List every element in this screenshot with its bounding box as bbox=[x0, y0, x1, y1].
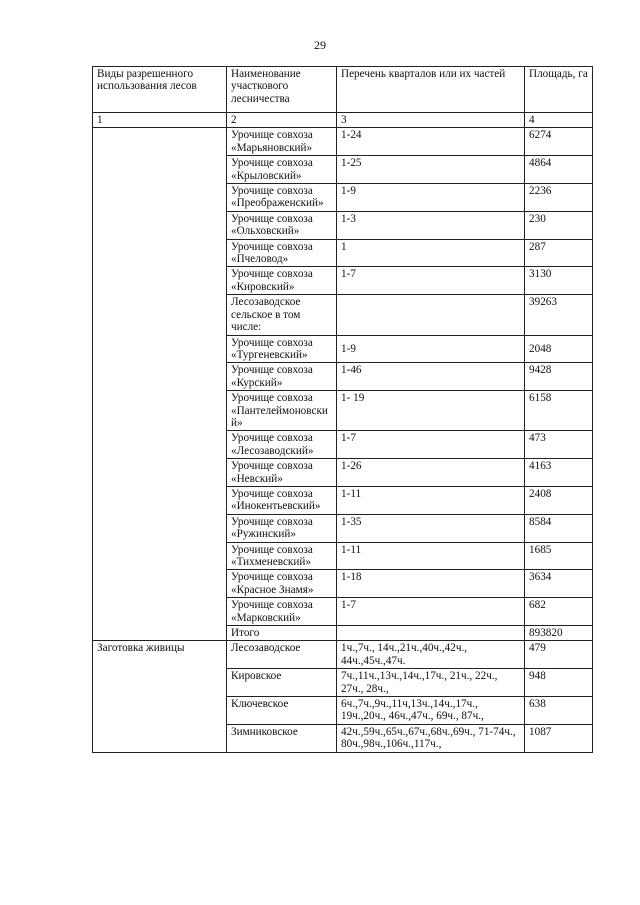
use-type-resin-harvest: Заготовка живицы bbox=[93, 641, 227, 752]
forestry-name-cell: Урочище совхоза «Марковский» bbox=[227, 598, 337, 626]
header-quarters: Перечень кварталов или их частей bbox=[337, 67, 525, 113]
forestry-name-cell: Лесозаводское сельское в том числе: bbox=[227, 295, 337, 335]
numbering-cell: 3 bbox=[337, 113, 525, 128]
quarters-cell: 1-35 bbox=[337, 514, 525, 542]
forestry-name-cell: Урочище совхоза «Невский» bbox=[227, 459, 337, 487]
quarters-cell: 1-24 bbox=[337, 128, 525, 156]
quarters-cell: 1-7 bbox=[337, 267, 525, 295]
forestry-name-cell: Урочище совхоза «Ружинский» bbox=[227, 514, 337, 542]
table-row bbox=[93, 128, 593, 156]
page-number: 29 bbox=[314, 38, 326, 52]
quarters-cell: 1- 19 bbox=[337, 391, 525, 431]
quarters-cell: 42ч.,59ч.,65ч.,67ч.,68ч.,69ч., 71-74ч., 80ч.,98ч.,106ч.,117ч., bbox=[337, 724, 525, 752]
area-cell: 39263 bbox=[525, 295, 593, 335]
table-row bbox=[93, 641, 593, 669]
numbering-row bbox=[93, 113, 593, 128]
forestry-name-cell: Урочище совхоза «Пчеловод» bbox=[227, 239, 337, 267]
quarters-cell: 1-11 bbox=[337, 486, 525, 514]
quarters-cell bbox=[337, 626, 525, 641]
forestry-name-cell: Урочище совхоза «Красное Знамя» bbox=[227, 570, 337, 598]
forestry-name-cell: Урочище совхоза «Инокентьевский» bbox=[227, 486, 337, 514]
quarters-cell: 1-25 bbox=[337, 156, 525, 184]
forestry-name-cell: Урочище совхоза «Тургеневский» bbox=[227, 335, 337, 363]
quarters-cell: 1-26 bbox=[337, 459, 525, 487]
area-cell: 3130 bbox=[525, 267, 593, 295]
use-type-cell-empty bbox=[93, 128, 227, 641]
forestry-name-cell: Урочище совхоза «Курский» bbox=[227, 363, 337, 391]
header-use-type: Виды разрешенного использования лесов bbox=[93, 67, 227, 113]
quarters-cell: 1-3 bbox=[337, 211, 525, 239]
area-cell: 4864 bbox=[525, 156, 593, 184]
forestry-name-cell: Лесозаводское bbox=[227, 641, 337, 669]
forestry-name-cell: Урочище совхоза «Преображенский» bbox=[227, 184, 337, 212]
area-cell: 3634 bbox=[525, 570, 593, 598]
quarters-cell: 1 bbox=[337, 239, 525, 267]
forest-use-table bbox=[92, 66, 593, 753]
quarters-cell: 1-9 bbox=[337, 184, 525, 212]
numbering-cell: 4 bbox=[525, 113, 593, 128]
quarters-cell: 1ч.,7ч., 14ч.,21ч.,40ч.,42ч., 44ч.,45ч.,47ч. bbox=[337, 641, 525, 669]
header-row bbox=[93, 67, 593, 113]
area-cell: 479 bbox=[525, 641, 593, 669]
forestry-name-cell: Урочище совхоза «Лесозаводский» bbox=[227, 431, 337, 459]
numbering-cell: 2 bbox=[227, 113, 337, 128]
forestry-name-cell: Урочище совхоза «Пантелеймоновский» bbox=[227, 391, 337, 431]
area-cell: 6274 bbox=[525, 128, 593, 156]
quarters-cell: 1-7 bbox=[337, 598, 525, 626]
forestry-name-cell: Кировское bbox=[227, 669, 337, 697]
forestry-name-cell: Урочище совхоза «Кировский» bbox=[227, 267, 337, 295]
area-cell: 1087 bbox=[525, 724, 593, 752]
numbering-cell: 1 bbox=[93, 113, 227, 128]
area-cell: 6158 bbox=[525, 391, 593, 431]
area-cell: 8584 bbox=[525, 514, 593, 542]
quarters-cell: 1-9 bbox=[337, 335, 525, 363]
forestry-name-cell: Урочище совхоза «Тихменевский» bbox=[227, 542, 337, 570]
area-cell: 473 bbox=[525, 431, 593, 459]
quarters-cell: 1-46 bbox=[337, 363, 525, 391]
area-cell: 2236 bbox=[525, 184, 593, 212]
forestry-name-cell: Зимниковское bbox=[227, 724, 337, 752]
quarters-cell: 1-11 bbox=[337, 542, 525, 570]
header-forestry-name: Наименование участкового лесничества bbox=[227, 67, 337, 113]
forestry-name-cell: Урочище совхоза «Ольховский» bbox=[227, 211, 337, 239]
quarters-cell: 1-18 bbox=[337, 570, 525, 598]
header-area: Площадь, га bbox=[525, 67, 593, 113]
area-cell: 682 bbox=[525, 598, 593, 626]
forestry-name-cell: Ключевское bbox=[227, 697, 337, 725]
area-cell: 638 bbox=[525, 697, 593, 725]
quarters-cell bbox=[337, 295, 525, 335]
forestry-name-cell: Урочище совхоза «Марьяновский» bbox=[227, 128, 337, 156]
quarters-cell: 6ч.,7ч.,9ч.,11ч,13ч.,14ч.,17ч., 19ч.,20ч., 46ч.,47ч., 69ч., 87ч., bbox=[337, 697, 525, 725]
total-area: 893820 bbox=[525, 626, 593, 641]
area-cell: 1685 bbox=[525, 542, 593, 570]
forestry-name-cell: Урочище совхоза «Крыловский» bbox=[227, 156, 337, 184]
area-cell: 9428 bbox=[525, 363, 593, 391]
area-cell: 230 bbox=[525, 211, 593, 239]
total-label: Итого bbox=[227, 626, 337, 641]
quarters-cell: 7ч.,11ч.,13ч.,14ч.,17ч., 21ч., 22ч., 27ч., 28ч., bbox=[337, 669, 525, 697]
area-cell: 2408 bbox=[525, 486, 593, 514]
area-cell: 2048 bbox=[525, 335, 593, 363]
quarters-cell: 1-7 bbox=[337, 431, 525, 459]
area-cell: 287 bbox=[525, 239, 593, 267]
area-cell: 4163 bbox=[525, 459, 593, 487]
area-cell: 948 bbox=[525, 669, 593, 697]
